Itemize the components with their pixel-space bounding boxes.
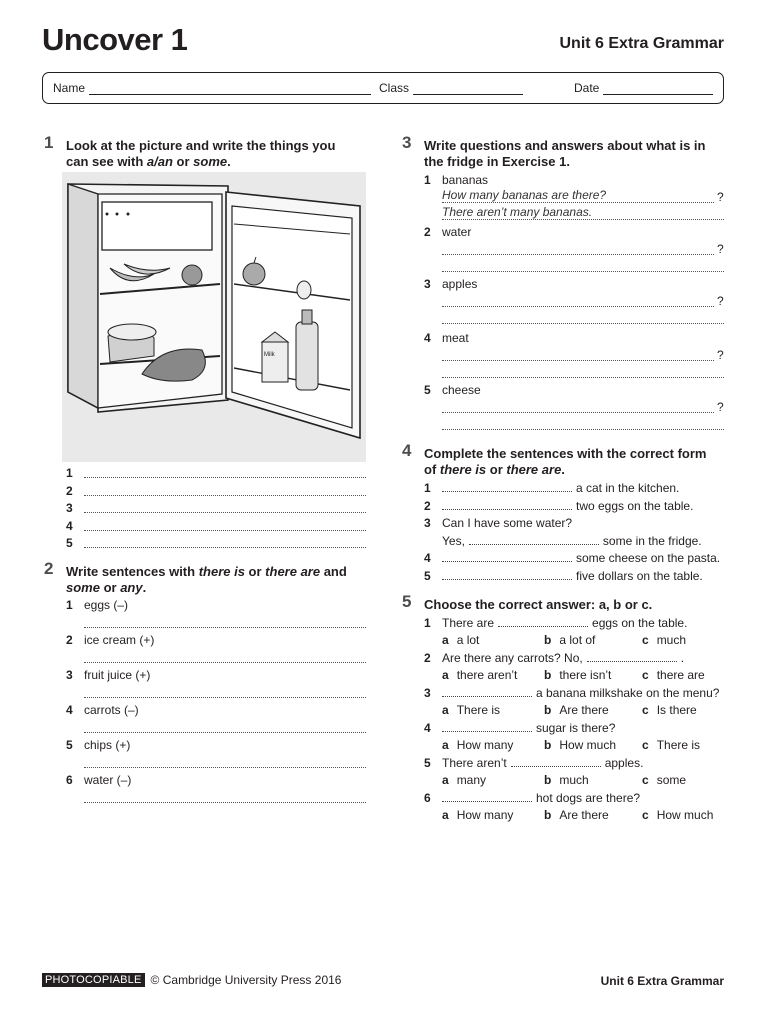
option-letter: a	[442, 702, 449, 717]
option-text: many	[456, 772, 487, 787]
ex5-option-b[interactable]	[544, 738, 616, 752]
ex2-prompt: chips (+)	[84, 738, 131, 752]
ex4-item	[424, 480, 679, 496]
ex5-question	[424, 720, 615, 736]
ex4-item	[424, 568, 703, 584]
item-number: 3	[424, 516, 431, 530]
ex2-item	[66, 772, 131, 788]
ex3-topic: cheese	[442, 383, 481, 397]
option-text: some	[656, 772, 687, 787]
ex2-item	[66, 667, 150, 683]
ex5-option-c[interactable]	[642, 773, 686, 787]
ex5-option-c[interactable]	[642, 808, 713, 822]
option-text: there aren’t	[456, 667, 518, 682]
ex2-prompt: eggs (–)	[84, 598, 129, 612]
ex5-blank[interactable]	[498, 615, 588, 627]
question-mark: ?	[717, 400, 724, 414]
ex3-question-line[interactable]	[442, 202, 714, 203]
ex3-item	[424, 330, 469, 346]
exercise-number: 2	[44, 559, 54, 578]
name-field[interactable]	[53, 81, 371, 95]
ex5-option-b[interactable]	[544, 668, 611, 682]
item-number: 3	[66, 668, 73, 682]
option-text: There is	[656, 737, 701, 752]
option-text: a lot of	[559, 632, 596, 647]
ex5-stem-end: sugar is there?	[536, 721, 616, 735]
item-number: 5	[424, 568, 431, 583]
question-mark: ?	[717, 294, 724, 308]
option-text: a lot	[456, 632, 480, 647]
item-number: 5	[66, 738, 73, 752]
option-text: Is there	[656, 702, 697, 717]
ex5-option-a[interactable]	[442, 703, 500, 717]
name-class-date-bar	[42, 72, 724, 104]
ex5-stem-end: .	[680, 651, 685, 665]
option-letter: b	[544, 807, 552, 822]
ex5-blank[interactable]	[442, 685, 532, 697]
ex5-stem-end: hot dogs are there?	[536, 791, 641, 805]
ex4-sentence: two eggs on the table.	[576, 498, 694, 513]
ex5-question	[424, 790, 640, 806]
ex5-option-b[interactable]	[544, 633, 595, 647]
option-letter: c	[642, 737, 649, 752]
ex4-item	[424, 515, 572, 531]
ex5-option-a[interactable]	[442, 773, 486, 787]
ex2-item	[66, 702, 139, 718]
item-number: 2	[66, 483, 73, 498]
ex2-item	[66, 737, 130, 753]
ex4-item	[424, 498, 693, 514]
item-number: 4	[66, 518, 73, 533]
ex1-answer-line[interactable]	[84, 512, 366, 513]
item-number: 5	[424, 383, 431, 397]
ex5-question	[424, 755, 643, 771]
ex5-stem-start: Are there any carrots? No,	[442, 651, 583, 665]
item-number: 3	[424, 277, 431, 291]
exercise-number: 3	[402, 133, 412, 152]
ex2-answer-line[interactable]	[84, 802, 366, 803]
option-text: Are there	[559, 807, 609, 822]
item-number: 1	[424, 616, 431, 630]
ex2-prompt: ice cream (+)	[84, 633, 155, 647]
ex5-option-c[interactable]	[642, 738, 700, 752]
option-letter: a	[442, 737, 449, 752]
ex1-answer-line[interactable]	[84, 495, 366, 496]
option-text: much	[656, 632, 687, 647]
ex1-instruction-line2: can see with a/an or some.	[66, 154, 231, 169]
ex3-question-line[interactable]	[442, 412, 714, 413]
ex4-instruction-line2: of there is or there are.	[424, 462, 565, 477]
ex4-sentence: five dollars on the table.	[576, 568, 703, 583]
ex5-question	[424, 685, 719, 701]
ex5-blank[interactable]	[587, 650, 677, 662]
ex5-blank[interactable]	[442, 790, 532, 802]
ex4-blank[interactable]	[442, 498, 572, 510]
option-letter: a	[442, 632, 449, 647]
ex3-answer-line[interactable]	[442, 219, 724, 220]
ex5-option-b[interactable]	[544, 773, 589, 787]
ex5-option-a[interactable]	[442, 808, 513, 822]
option-letter: b	[544, 702, 552, 717]
ex3-question-line[interactable]	[442, 254, 714, 255]
footer-unit-title: Unit 6 Extra Grammar	[600, 974, 724, 988]
ex3-instruction-line1: Write questions and answers about what is in	[424, 138, 706, 153]
option-letter: a	[442, 667, 449, 682]
ex1-answer-line[interactable]	[84, 477, 366, 478]
ex2-instruction-line1: Write sentences with there is or there are and	[66, 564, 347, 579]
option-text: There is	[456, 702, 501, 717]
item-number: 4	[424, 721, 431, 735]
ex2-instruction-line2: some or any.	[66, 580, 147, 595]
item-number: 2	[424, 651, 431, 665]
ex5-stem-end: a banana milkshake on the menu?	[536, 686, 720, 700]
brand-title: Uncover 1	[42, 22, 188, 57]
option-text: How many	[456, 807, 514, 822]
option-text: there isn’t	[559, 667, 612, 682]
photocopiable-badge: PHOTOCOPIABLE	[42, 973, 145, 987]
option-text: How much	[656, 807, 714, 822]
ex3-answer-line[interactable]	[442, 429, 724, 430]
ex2-prompt: fruit juice (+)	[84, 668, 151, 682]
option-text: How many	[456, 737, 514, 752]
ex3-example-question: How many bananas are there?	[442, 188, 607, 202]
ex3-answer-line[interactable]	[442, 377, 724, 378]
item-number: 2	[424, 225, 431, 239]
ex5-option-b[interactable]	[544, 808, 609, 822]
ex3-item	[424, 382, 481, 398]
item-number: 1	[424, 481, 431, 495]
ex3-topic: water	[442, 225, 472, 239]
milk-carton-label: Milk	[264, 352, 275, 358]
ex5-instruction: Choose the correct answer: a, b or c.	[424, 597, 653, 612]
ex3-topic: bananas	[442, 173, 489, 187]
name-line[interactable]	[89, 82, 371, 95]
option-letter: a	[442, 807, 449, 822]
ex5-option-c[interactable]	[642, 668, 705, 682]
option-text: Are there	[559, 702, 609, 717]
ex1-answer-line[interactable]	[84, 530, 366, 531]
ex3-question-line[interactable]	[442, 306, 714, 307]
exercise-number: 1	[44, 133, 54, 152]
ex5-stem-end: eggs on the table.	[592, 616, 688, 630]
ex2-answer-line[interactable]	[84, 697, 366, 698]
date-field[interactable]	[574, 81, 713, 95]
option-letter: c	[642, 807, 649, 822]
ex4-blank[interactable]	[442, 568, 572, 580]
ex1-instruction-line1: Look at the picture and write the things you	[66, 138, 336, 153]
copyright: © Cambridge University Press 2016	[150, 973, 342, 987]
item-number: 1	[424, 173, 431, 187]
ex5-option-a[interactable]	[442, 668, 517, 682]
exercise-3-heading	[402, 133, 726, 170]
exercise-number: 4	[402, 441, 412, 460]
option-letter: c	[642, 632, 649, 647]
name-label: Name	[53, 81, 86, 95]
item-number: 4	[424, 331, 431, 345]
item-number: 3	[424, 686, 431, 700]
item-number: 6	[66, 773, 73, 787]
ex4-blank[interactable]	[442, 480, 572, 492]
class-label: Class	[379, 81, 410, 95]
option-letter: b	[544, 632, 552, 647]
option-letter: c	[642, 667, 649, 682]
ex3-topic: apples	[442, 277, 478, 291]
footer-left	[42, 973, 341, 987]
ex4-sentence: some cheese on the pasta.	[576, 551, 721, 565]
ex4-blank[interactable]	[469, 533, 599, 545]
ex5-option-c[interactable]	[642, 633, 686, 647]
ex2-answer-line[interactable]	[84, 662, 366, 663]
ex1-answer-line[interactable]	[84, 547, 366, 548]
ex4-item	[424, 550, 720, 566]
question-mark: ?	[717, 190, 724, 204]
ex4-blank[interactable]	[442, 550, 572, 562]
item-number: 5	[66, 536, 73, 550]
exercise-1-heading	[44, 133, 366, 170]
ex4-prefix: Yes,	[442, 533, 465, 548]
ex4-sentence: a cat in the kitchen.	[576, 481, 680, 495]
date-line[interactable]	[603, 82, 713, 95]
ex3-item	[424, 224, 471, 240]
exercise-4-heading	[402, 441, 726, 478]
ex4-instruction-line1: Complete the sentences with the correct form	[424, 446, 707, 461]
ex3-topic: meat	[442, 331, 469, 345]
option-letter: c	[642, 702, 649, 717]
question-mark: ?	[717, 348, 724, 362]
ex4-item-cont	[442, 533, 702, 549]
ex4-prompt: Can I have some water?	[442, 516, 573, 530]
ex5-option-a[interactable]	[442, 633, 479, 647]
ex3-answer-line[interactable]	[442, 271, 724, 272]
question-mark: ?	[717, 242, 724, 256]
exercise-2-heading	[44, 559, 366, 596]
ex2-item	[66, 632, 154, 648]
item-number: 5	[424, 756, 431, 770]
ex2-answer-line[interactable]	[84, 732, 366, 733]
ex2-answer-line[interactable]	[84, 767, 366, 768]
ex5-option-a[interactable]	[442, 738, 513, 752]
ex5-question	[424, 650, 684, 666]
date-label: Date	[574, 81, 600, 95]
option-letter: a	[442, 772, 449, 787]
ex2-prompt: water (–)	[84, 773, 132, 787]
ex5-question	[424, 615, 687, 631]
unit-title: Unit 6 Extra Grammar	[559, 35, 724, 52]
exercise-5-heading	[402, 592, 726, 613]
ex2-prompt: carrots (–)	[84, 703, 139, 717]
option-text: there are	[656, 667, 705, 682]
ex3-instruction-line2: the fridge in Exercise 1.	[424, 154, 570, 169]
option-text: How much	[559, 737, 617, 752]
item-number: 2	[424, 498, 431, 513]
ex3-item	[424, 276, 477, 292]
item-number: 2	[66, 633, 73, 647]
ex2-item	[66, 597, 128, 613]
item-number: 6	[424, 791, 431, 805]
option-text: much	[559, 772, 589, 787]
exercise-number: 5	[402, 592, 412, 611]
item-number: 4	[66, 703, 73, 717]
item-number: 1	[66, 466, 73, 480]
ex5-blank[interactable]	[511, 755, 601, 767]
ex5-stem-end: apples.	[604, 756, 644, 770]
ex3-question-line[interactable]	[442, 360, 714, 361]
ex5-option-b[interactable]	[544, 703, 609, 717]
item-number: 1	[66, 598, 73, 612]
ex5-stem-start: There are	[442, 616, 495, 630]
option-letter: b	[544, 772, 552, 787]
option-letter: b	[544, 667, 552, 682]
option-letter: b	[544, 737, 552, 752]
ex2-answer-line[interactable]	[84, 627, 366, 628]
ex3-example-answer: There aren’t many bananas.	[442, 205, 593, 219]
option-letter: c	[642, 772, 649, 787]
ex3-item	[424, 172, 488, 188]
ex4-sentence: some in the fridge.	[602, 533, 702, 548]
ex5-blank[interactable]	[442, 720, 532, 732]
class-field[interactable]	[379, 81, 523, 95]
class-line[interactable]	[413, 82, 523, 95]
ex5-option-c[interactable]	[642, 703, 697, 717]
ex5-stem-start: There aren’t	[442, 756, 507, 770]
fridge-illustration	[62, 172, 366, 462]
ex3-answer-line[interactable]	[442, 323, 724, 324]
item-number: 4	[424, 551, 431, 565]
item-number: 3	[66, 501, 73, 515]
